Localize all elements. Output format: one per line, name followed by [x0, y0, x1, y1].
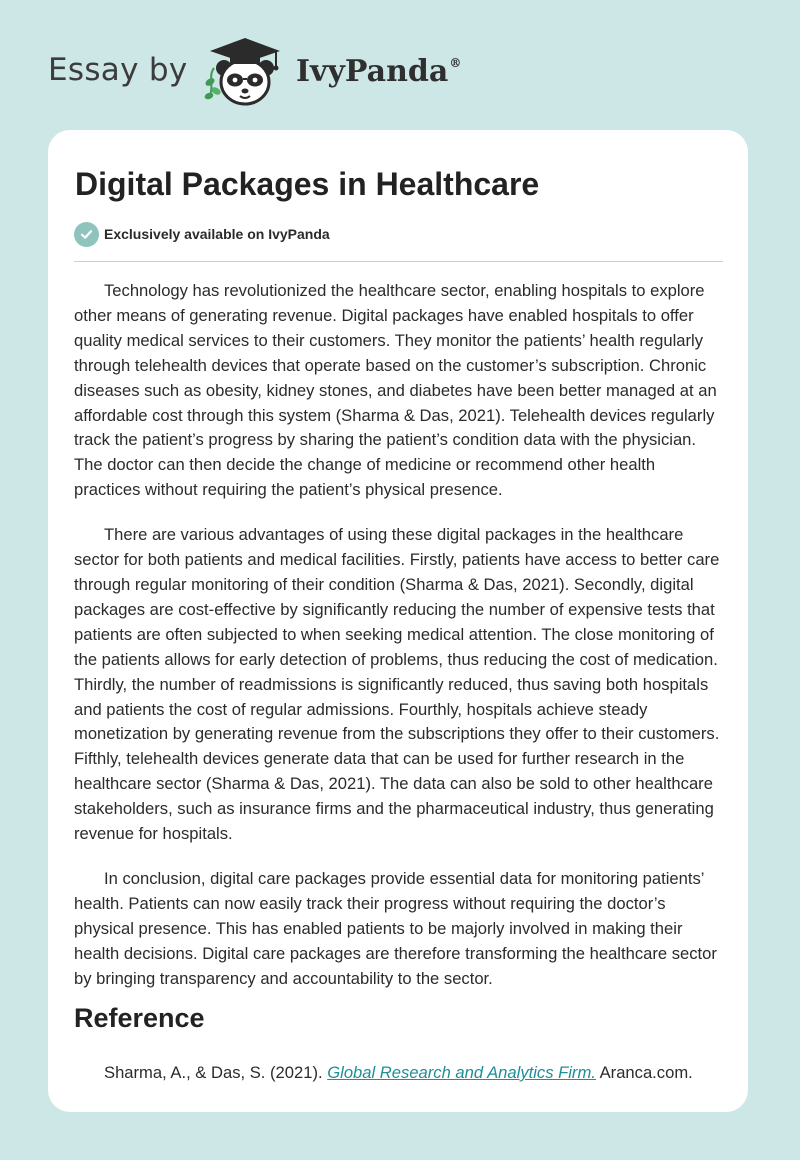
paragraph: There are various advantages of using these digital packages in the healthcare sector for both patients and medical facilities. Firstly, patients have access to better care through regular monitoring of their condition (Sharma & Das, 2021). Secondly, digital packages are cost-effective by significantly reducing the number of expensive tests that patients are often subjected to when seeking medical attention. The close monitoring of the patients allows for early detection of problems, thus reducing the cost of medication. Thirdly, the number of readmissions is significantly reduced, thus saving both hospitals and patients the cost of regular admissions. Fourthly, hospitals achieve steady monetization by generating revenue from the subscriptions they offer to their customers. Fifthly, telehealth devices generate data that can be used for further research in the healthcare sector (Sharma & Das, 2021). The data can also be sold to other healthcare stakeholders, such as insurance firms and the pharmaceutical industry, thus generating revenue for hospitals.	[74, 525, 720, 844]
paragraph: Technology has revolutionized the healthcare sector, enabling hospitals to explore other means of generating revenue. Digital packages have enabled hospitals to offer quality medical services to their customers. They monitor the patients’ health regularly through telehealth devices that operate based on the customer’s subscription. Chronic diseases such as obesity, kidney stones, and diabetes have been better managed at an affordable cost through this system (Sharma & Das, 2021). Telehealth devices regularly track the patient’s progress by sharing the patient’s condition data with the physician. The doctor can then decide the change of medicine or recommend other health practices without requiring the patient’s physical presence.	[74, 281, 717, 500]
article-card	[48, 130, 748, 1112]
page-title: Digital Packages in Healthcare	[75, 166, 540, 202]
essay-by-label: Essay by	[48, 52, 188, 88]
brand-name-text: IvyPanda	[296, 54, 449, 89]
panda-graduate-icon[interactable]	[200, 34, 290, 110]
reference-link[interactable]: Global Research and Analytics Firm.	[327, 1063, 596, 1082]
exclusive-badge	[74, 221, 330, 247]
site-header	[0, 0, 800, 130]
check-circle-icon	[74, 222, 99, 247]
article-body	[74, 279, 724, 1011]
paragraph: In conclusion, digital care packages provide essential data for monitoring patients’ health. Patients can now easily track their progress without requiring the doctor’s physical presence. This has enabled patients to be majorly involved in making their health decisions. Digital care packages are therefore transforming the healthcare sector by bringing transparency and accountability to the sector.	[74, 868, 717, 988]
reference-entry	[104, 1063, 693, 1083]
reference-authors: Sharma, A., & Das, S. (2021).	[104, 1063, 323, 1082]
exclusive-badge-text: Exclusively available on IvyPanda	[104, 226, 330, 242]
brand-name[interactable]	[296, 54, 461, 89]
reference-heading: Reference	[74, 1003, 205, 1033]
reference-publisher: Aranca.com.	[599, 1063, 693, 1082]
divider	[74, 261, 723, 262]
registered-mark: ®	[449, 56, 462, 70]
